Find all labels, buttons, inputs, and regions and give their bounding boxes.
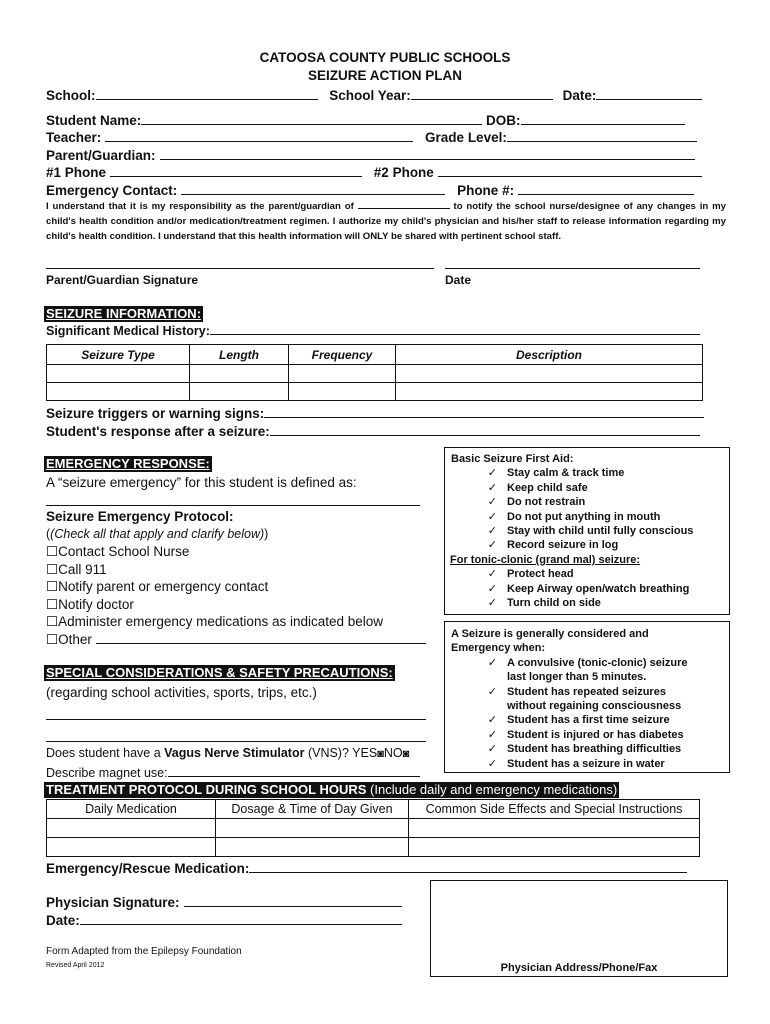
footer-revised: Revised April 2012: [46, 962, 105, 969]
physician-signature-row: [46, 894, 402, 910]
checkmark-icon: ✓: [487, 568, 497, 581]
list-item-text: Do not put anything in mouth: [507, 510, 661, 523]
physician-address-box[interactable]: [430, 880, 728, 977]
checkmark-icon: ✓: [487, 582, 497, 595]
table-cell[interactable]: [396, 365, 703, 383]
emergency-when-title-1: A Seizure is generally considered and: [451, 628, 649, 640]
treatment-heading-text: TREATMENT PROTOCOL DURING SCHOOL HOURS: [46, 782, 367, 797]
seizure-table-header: [47, 345, 703, 365]
treatment-table: [46, 799, 700, 857]
history-field[interactable]: [210, 322, 700, 335]
option-label: Notify parent or emergency contact: [58, 579, 269, 594]
list-item: [445, 538, 729, 552]
checkmark-icon: ✓: [487, 496, 497, 509]
emergency-defined-line[interactable]: [46, 505, 420, 506]
list-item-text: Record seizure in log: [507, 539, 619, 552]
school-row: [46, 87, 702, 103]
option-notify-doctor[interactable]: [46, 596, 426, 614]
table-cell[interactable]: [396, 383, 703, 401]
checkbox-icon[interactable]: ☐: [46, 579, 59, 594]
student-row: [46, 112, 685, 128]
phone-hash-label: Phone #:: [457, 183, 515, 198]
checkbox-icon[interactable]: ☐: [46, 596, 59, 612]
table-cell[interactable]: [409, 819, 700, 838]
checkmark-icon: ✓: [487, 728, 497, 741]
phone-row: [46, 164, 702, 180]
list-item: [445, 481, 729, 495]
list-item-text: Student has breathing difficulties: [507, 743, 682, 756]
table-row: [47, 383, 703, 401]
option-notify-parent[interactable]: [46, 578, 426, 596]
first-aid-box: [444, 447, 730, 615]
checkbox-icon[interactable]: ☐: [46, 631, 59, 647]
col-daily-medication: Daily Medication: [47, 800, 216, 819]
table-row: [47, 838, 700, 857]
list-item: [445, 510, 729, 524]
col-side-effects: Common Side Effects and Special Instructions: [409, 800, 700, 819]
school-year-label: School Year:: [329, 88, 411, 103]
checkmark-icon: ✓: [487, 525, 497, 538]
magnet-field[interactable]: [168, 764, 420, 777]
form-title: CATOOSA COUNTY PUBLIC SCHOOLS: [259, 50, 511, 65]
option-label: Contact School Nurse: [58, 544, 190, 559]
checkmark-icon: ✓: [487, 743, 497, 756]
list-item-text: Keep child safe: [507, 481, 588, 494]
phone2-label: #2 Phone: [373, 165, 434, 180]
list-item-text: Stay with child until fully conscious: [507, 525, 694, 538]
table-cell[interactable]: [190, 365, 289, 383]
emergency-heading-text: EMERGENCY RESPONSE:: [46, 456, 210, 471]
protocol-hint: ((Check all that apply and clarify below)): [46, 527, 269, 541]
school-year-field[interactable]: [411, 87, 553, 100]
treatment-heading: [44, 782, 619, 798]
emergency-contact-label: Emergency Contact:: [46, 183, 178, 198]
list-item: [445, 596, 729, 610]
checkmark-icon: ✓: [487, 510, 497, 523]
tonic-list: [445, 567, 729, 610]
footer-adapted: Form Adapted from the Epilepsy Foundation: [46, 946, 242, 957]
rescue-label: Emergency/Rescue Medication:: [46, 861, 250, 876]
vns-question: [46, 745, 409, 764]
parent-label: Parent/Guardian:: [46, 148, 156, 163]
child-name-field[interactable]: [358, 199, 450, 209]
list-item: [445, 670, 729, 684]
list-item: [445, 582, 729, 596]
table-cell[interactable]: [409, 838, 700, 857]
table-cell[interactable]: [289, 383, 396, 401]
list-item-text: last longer than 5 minutes.: [507, 671, 647, 684]
option-call-911[interactable]: [46, 561, 426, 579]
protocol-label: Seizure Emergency Protocol:: [46, 509, 234, 524]
table-cell[interactable]: [216, 838, 409, 857]
phone1-field[interactable]: [110, 164, 362, 177]
history-row: [46, 322, 700, 338]
list-item-text: without regaining consciousness: [507, 700, 682, 713]
parent-field[interactable]: [160, 147, 695, 160]
list-item: [445, 524, 729, 538]
treatment-table-header: [47, 800, 700, 819]
option-label: Administer emergency medications as indicated below: [58, 614, 384, 629]
option-other[interactable]: [46, 631, 426, 649]
protocol-options: [46, 543, 426, 648]
list-item-text: A convulsive (tonic-clonic) seizure: [507, 656, 688, 669]
parent-date-label: Date: [445, 273, 472, 287]
list-item-text: Turn child on side: [507, 597, 601, 610]
history-label: Significant Medical History:: [46, 324, 210, 338]
col-frequency: Frequency: [289, 345, 396, 365]
consent-text-2: to notify the school nurse/designee of any changes in my child's health condition and/or medication/treatment regimen. I authorize my child's physician and his/her staff to release information regarding my child's health condition. I understand that this health information will ONLY be shared with pertinent school staff.: [46, 201, 726, 242]
option-contact-nurse[interactable]: [46, 543, 426, 561]
list-item: [445, 699, 729, 713]
treatment-heading-note: (Include daily and emergency medications): [366, 782, 618, 797]
list-item-text: Student is injured or has diabetes: [507, 728, 684, 741]
col-dosage: Dosage & Time of Day Given: [216, 800, 409, 819]
special-line-1[interactable]: [46, 719, 426, 720]
table-cell[interactable]: [47, 819, 216, 838]
checkmark-icon: ✓: [487, 685, 497, 698]
table-cell[interactable]: [190, 383, 289, 401]
col-length: Length: [190, 345, 289, 365]
table-cell[interactable]: [289, 365, 396, 383]
special-note: (regarding school activities, sports, trips, etc.): [46, 685, 317, 700]
triggers-label: Seizure triggers or warning signs:: [46, 406, 265, 421]
physician-date-label: Date:: [46, 913, 80, 928]
checkbox-icon[interactable]: ☐: [46, 561, 59, 577]
option-label: Call 911: [58, 561, 107, 577]
option-label: Notify doctor: [58, 596, 134, 612]
checkmark-icon: ✓: [487, 597, 497, 610]
grade-level-field[interactable]: [507, 129, 697, 142]
date-label: Date:: [562, 88, 597, 103]
parent-row: [46, 147, 695, 163]
protocol-hint-text: (Check all that apply and clarify below): [50, 527, 265, 541]
checkmark-icon: ✓: [487, 467, 497, 480]
table-cell[interactable]: [47, 365, 190, 383]
option-administer-meds[interactable]: [46, 613, 426, 631]
special-line-2[interactable]: [46, 741, 426, 742]
checkbox-icon[interactable]: ☐: [46, 614, 59, 629]
table-cell[interactable]: [47, 838, 216, 857]
rescue-row: [46, 860, 687, 876]
list-item: [445, 757, 729, 771]
col-description: Description: [396, 345, 703, 365]
vns-text-1: Does student have a: [46, 746, 165, 760]
checkmark-icon: ✓: [487, 757, 497, 770]
emergency-defined: A “seizure emergency” for this student is defined as:: [46, 475, 357, 490]
seizure-info-heading: SEIZURE INFORMATION:: [46, 306, 202, 321]
emergency-heading: [44, 456, 212, 472]
list-item: [445, 742, 729, 756]
response-row: [46, 423, 700, 439]
list-item: [445, 728, 729, 742]
physician-date-row: [46, 912, 402, 928]
tonic-title: For tonic-clonic (grand mal) seizure:: [450, 553, 641, 566]
list-item: [445, 713, 729, 727]
consent-paragraph: [46, 199, 726, 244]
parent-signature-label: Parent/Guardian Signature: [46, 273, 199, 287]
checkmark-icon: ✓: [487, 539, 497, 552]
list-item-text: Stay calm & track time: [507, 467, 625, 480]
dob-label: DOB:: [486, 113, 521, 128]
phone1-label: #1 Phone: [46, 165, 107, 180]
list-item-text: Student has a seizure in water: [507, 757, 665, 770]
physician-signature-field[interactable]: [184, 894, 402, 907]
phone2-field[interactable]: [438, 164, 702, 177]
teacher-label: Teacher:: [46, 130, 102, 145]
date-field[interactable]: [596, 87, 702, 100]
triggers-row: [46, 405, 704, 421]
list-item-text: Student has a first time seizure: [507, 714, 670, 727]
vns-text-bold: Vagus Nerve Stimulator: [164, 746, 305, 760]
list-item-text: Student has repeated seizures: [507, 685, 666, 698]
first-aid-list: [445, 466, 729, 552]
triggers-field[interactable]: [264, 405, 704, 418]
emergency-when-list: [445, 656, 729, 771]
student-name-label: Student Name:: [46, 113, 142, 128]
teacher-row: [46, 129, 697, 145]
table-cell[interactable]: [47, 383, 190, 401]
list-item: [445, 567, 729, 581]
parent-signature-line[interactable]: [46, 268, 434, 269]
parent-date-line[interactable]: [445, 268, 700, 269]
list-item: [445, 466, 729, 480]
table-row: [47, 365, 703, 383]
radio-yes-icon[interactable]: ◙: [377, 748, 384, 760]
col-seizure-type: Seizure Type: [47, 345, 190, 365]
list-item: [445, 685, 729, 699]
student-name-field[interactable]: [141, 112, 482, 125]
checkbox-icon[interactable]: ☐: [46, 544, 59, 559]
list-item-text: Keep Airway open/watch breathing: [507, 582, 690, 595]
checkmark-icon: ✓: [487, 656, 497, 669]
special-heading: SPECIAL CONSIDERATIONS & SAFETY PRECAUTIONS:: [46, 665, 393, 680]
list-item-text: Protect head: [507, 568, 574, 581]
magnet-label: Describe magnet use:: [46, 766, 168, 780]
list-item: [445, 495, 729, 509]
vns-text-2: (VNS)? YES: [304, 746, 378, 760]
physician-signature-label: Physician Signature:: [46, 895, 180, 910]
consent-text-1: I understand that it is my responsibility as the parent/guardian of: [46, 201, 354, 212]
phone-hash-field[interactable]: [518, 182, 694, 195]
radio-no-icon[interactable]: ◙: [402, 748, 410, 760]
magnet-row: [46, 764, 420, 783]
emergency-contact-field[interactable]: [181, 182, 445, 195]
school-field[interactable]: [96, 87, 318, 100]
emergency-contact-row: [46, 182, 694, 198]
vns-no-label: NO: [383, 746, 403, 760]
table-cell[interactable]: [216, 819, 409, 838]
school-label: School:: [46, 88, 96, 103]
emergency-when-title-2: Emergency when:: [451, 642, 546, 655]
rescue-field[interactable]: [249, 860, 687, 873]
option-label: Other: [58, 631, 92, 647]
first-aid-title: Basic Seizure First Aid:: [451, 453, 574, 465]
form-subtitle: SEIZURE ACTION PLAN: [307, 68, 462, 83]
checkmark-icon: ✓: [487, 714, 497, 727]
list-item-text: Do not restrain: [507, 496, 586, 509]
physician-date-field[interactable]: [80, 912, 402, 925]
emergency-when-box: [444, 621, 730, 773]
table-row: [47, 819, 700, 838]
physician-address-label: Physician Address/Phone/Fax: [500, 962, 658, 974]
response-label: Student's response after a seizure:: [46, 424, 270, 439]
grade-level-label: Grade Level:: [425, 130, 507, 145]
teacher-field[interactable]: [105, 129, 413, 142]
list-item: [445, 656, 729, 670]
dob-field[interactable]: [521, 112, 685, 125]
checkmark-icon: ✓: [487, 481, 497, 494]
response-field[interactable]: [270, 423, 700, 436]
other-field[interactable]: [96, 631, 426, 644]
seizure-table: [46, 344, 703, 401]
